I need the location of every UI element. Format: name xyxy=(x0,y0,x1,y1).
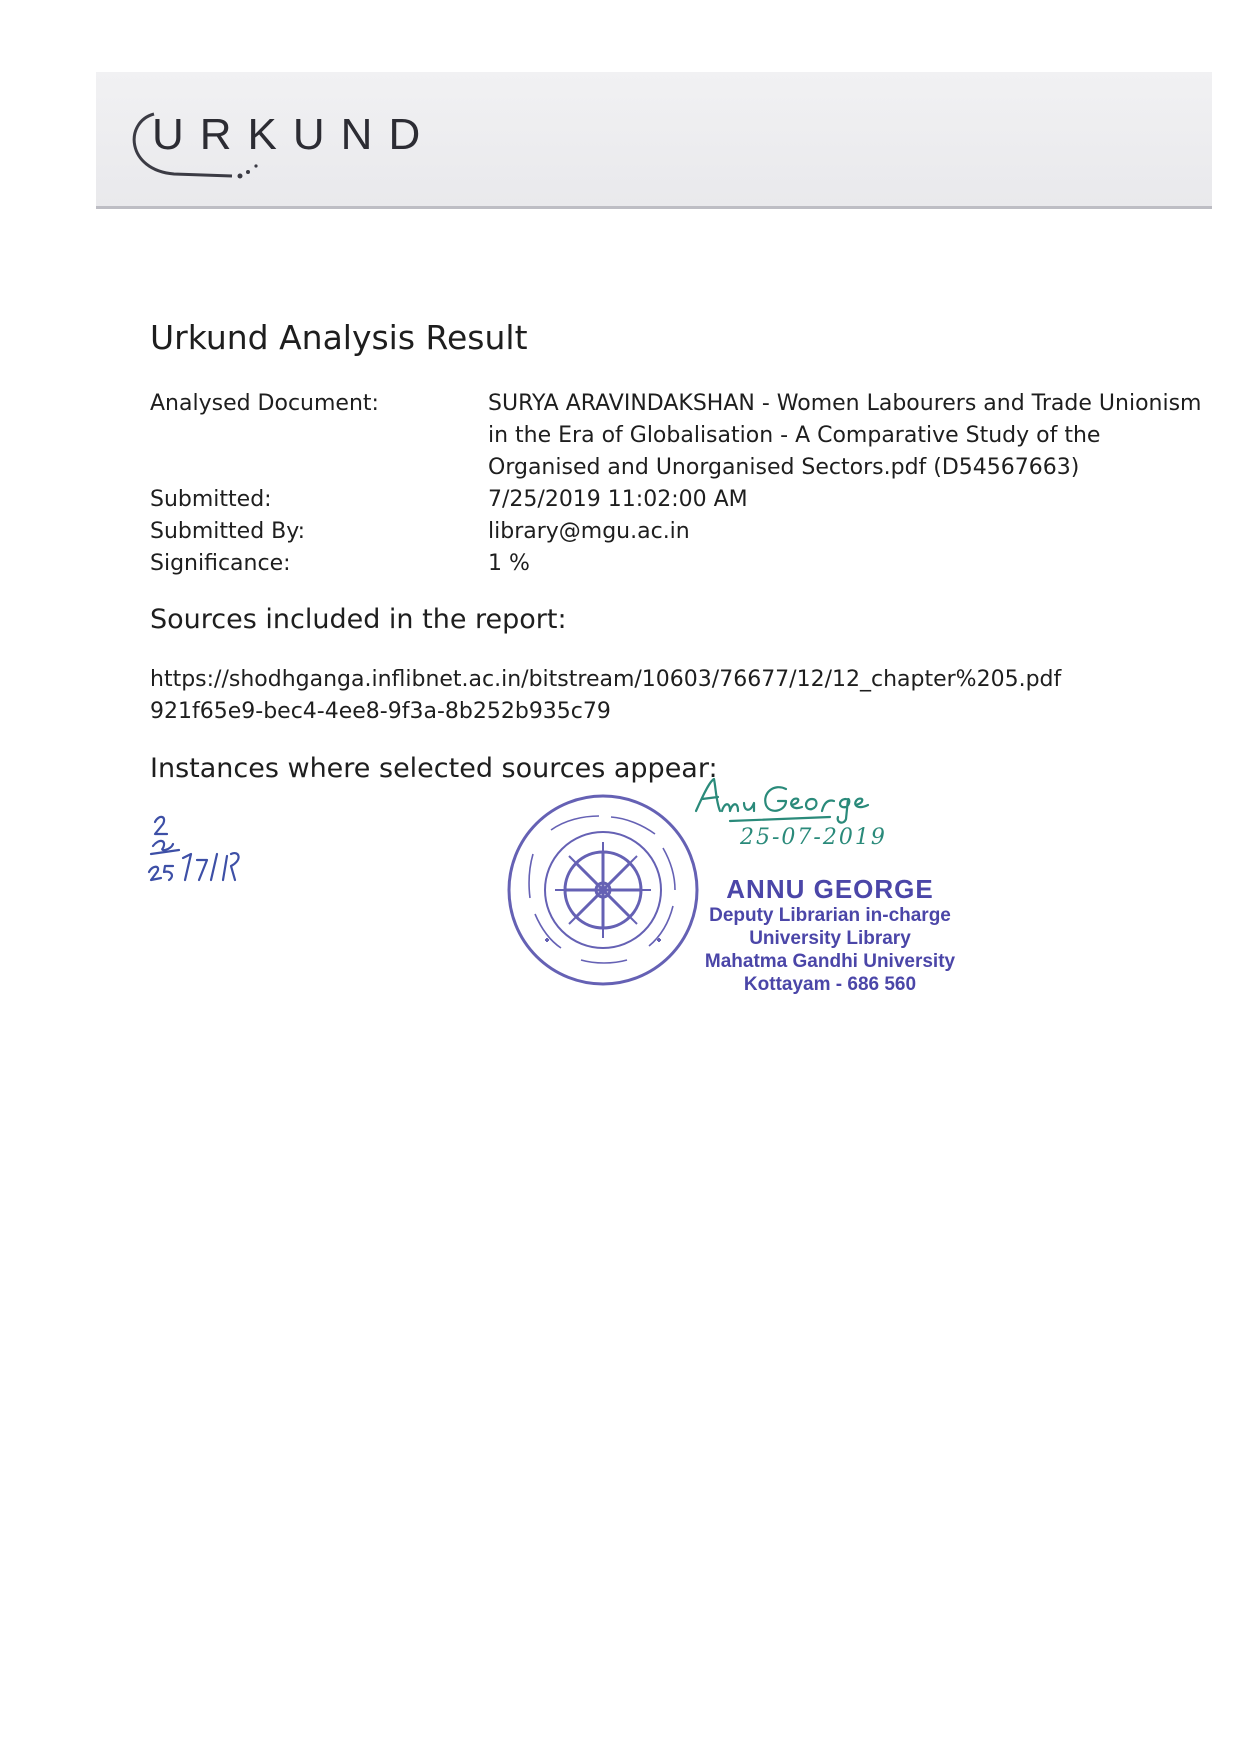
star-icon xyxy=(545,938,549,942)
pen-stroke xyxy=(765,787,786,811)
seal-institution: Mahatma Gandhi University xyxy=(704,951,956,972)
pen-stroke xyxy=(151,841,179,854)
urkund-logo xyxy=(114,92,437,192)
source-list xyxy=(150,664,1061,728)
signature-date: 25-07-2019 xyxy=(740,825,887,850)
submitted-row xyxy=(150,484,1210,516)
seal-name: ANNU GEORGE xyxy=(726,874,934,904)
pen-stroke xyxy=(791,799,802,808)
report-metadata xyxy=(150,388,1210,580)
pen-stroke xyxy=(211,853,239,880)
field-value: 1 % xyxy=(488,551,530,576)
source-url: https://shodhganga.inflibnet.ac.in/bitstream/10603/76677/12/12_chapter%205.pdf xyxy=(150,667,1062,692)
field-label: Submitted: xyxy=(150,487,272,512)
source-id: 921f65e9-bec4-4ee8-9f3a-8b252b935c79 xyxy=(150,699,611,724)
pen-stroke xyxy=(822,800,834,811)
field-value: 7/25/2019 11:02:00 AM xyxy=(488,487,748,512)
pen-stroke xyxy=(855,799,868,808)
pen-stroke xyxy=(149,867,161,880)
logo-text: URKUND xyxy=(152,110,437,159)
field-label: Analysed Document: xyxy=(150,391,379,416)
logo-dot xyxy=(254,164,257,167)
field-label: Significance: xyxy=(150,551,291,576)
designation-seal xyxy=(680,874,980,996)
wheel-spokes-icon xyxy=(565,852,641,928)
logo-dot xyxy=(246,170,250,174)
pen-stroke xyxy=(164,866,173,880)
pen-stroke xyxy=(696,779,720,811)
seal-designation: Deputy Librarian in-charge xyxy=(709,905,951,926)
analysed-document-row xyxy=(150,388,1210,484)
field-label: Submitted By: xyxy=(150,519,306,544)
pen-stroke xyxy=(838,799,850,823)
significance-row xyxy=(150,548,1210,580)
pen-stroke xyxy=(806,799,817,809)
pen-stroke xyxy=(730,817,830,821)
handwritten-note xyxy=(145,810,285,900)
pen-stroke xyxy=(744,803,754,811)
seal-address: Kottayam - 686 560 xyxy=(743,974,917,995)
field-value: SURYA ARAVINDAKSHAN - Women Labourers and Trade Unionism in the Era of Globalisation - A Comparative Study of the Organised and Unorganised Sectors.pdf (D54567663) xyxy=(488,391,1202,480)
pen-stroke xyxy=(183,854,191,880)
sources-heading: Sources included in the report: xyxy=(150,604,567,635)
university-stamp xyxy=(503,790,703,990)
submitted-by-row xyxy=(150,516,1210,548)
pen-stroke xyxy=(197,860,207,880)
instances-heading: Instances where selected sources appear: xyxy=(150,753,718,784)
seal-department: University Library xyxy=(749,928,911,949)
report-title: Urkund Analysis Result xyxy=(150,318,528,357)
logo-dot xyxy=(238,174,243,179)
header-band xyxy=(96,72,1212,209)
pen-stroke xyxy=(155,817,167,834)
pen-stroke xyxy=(722,804,738,811)
field-value: library@mgu.ac.in xyxy=(488,519,690,544)
